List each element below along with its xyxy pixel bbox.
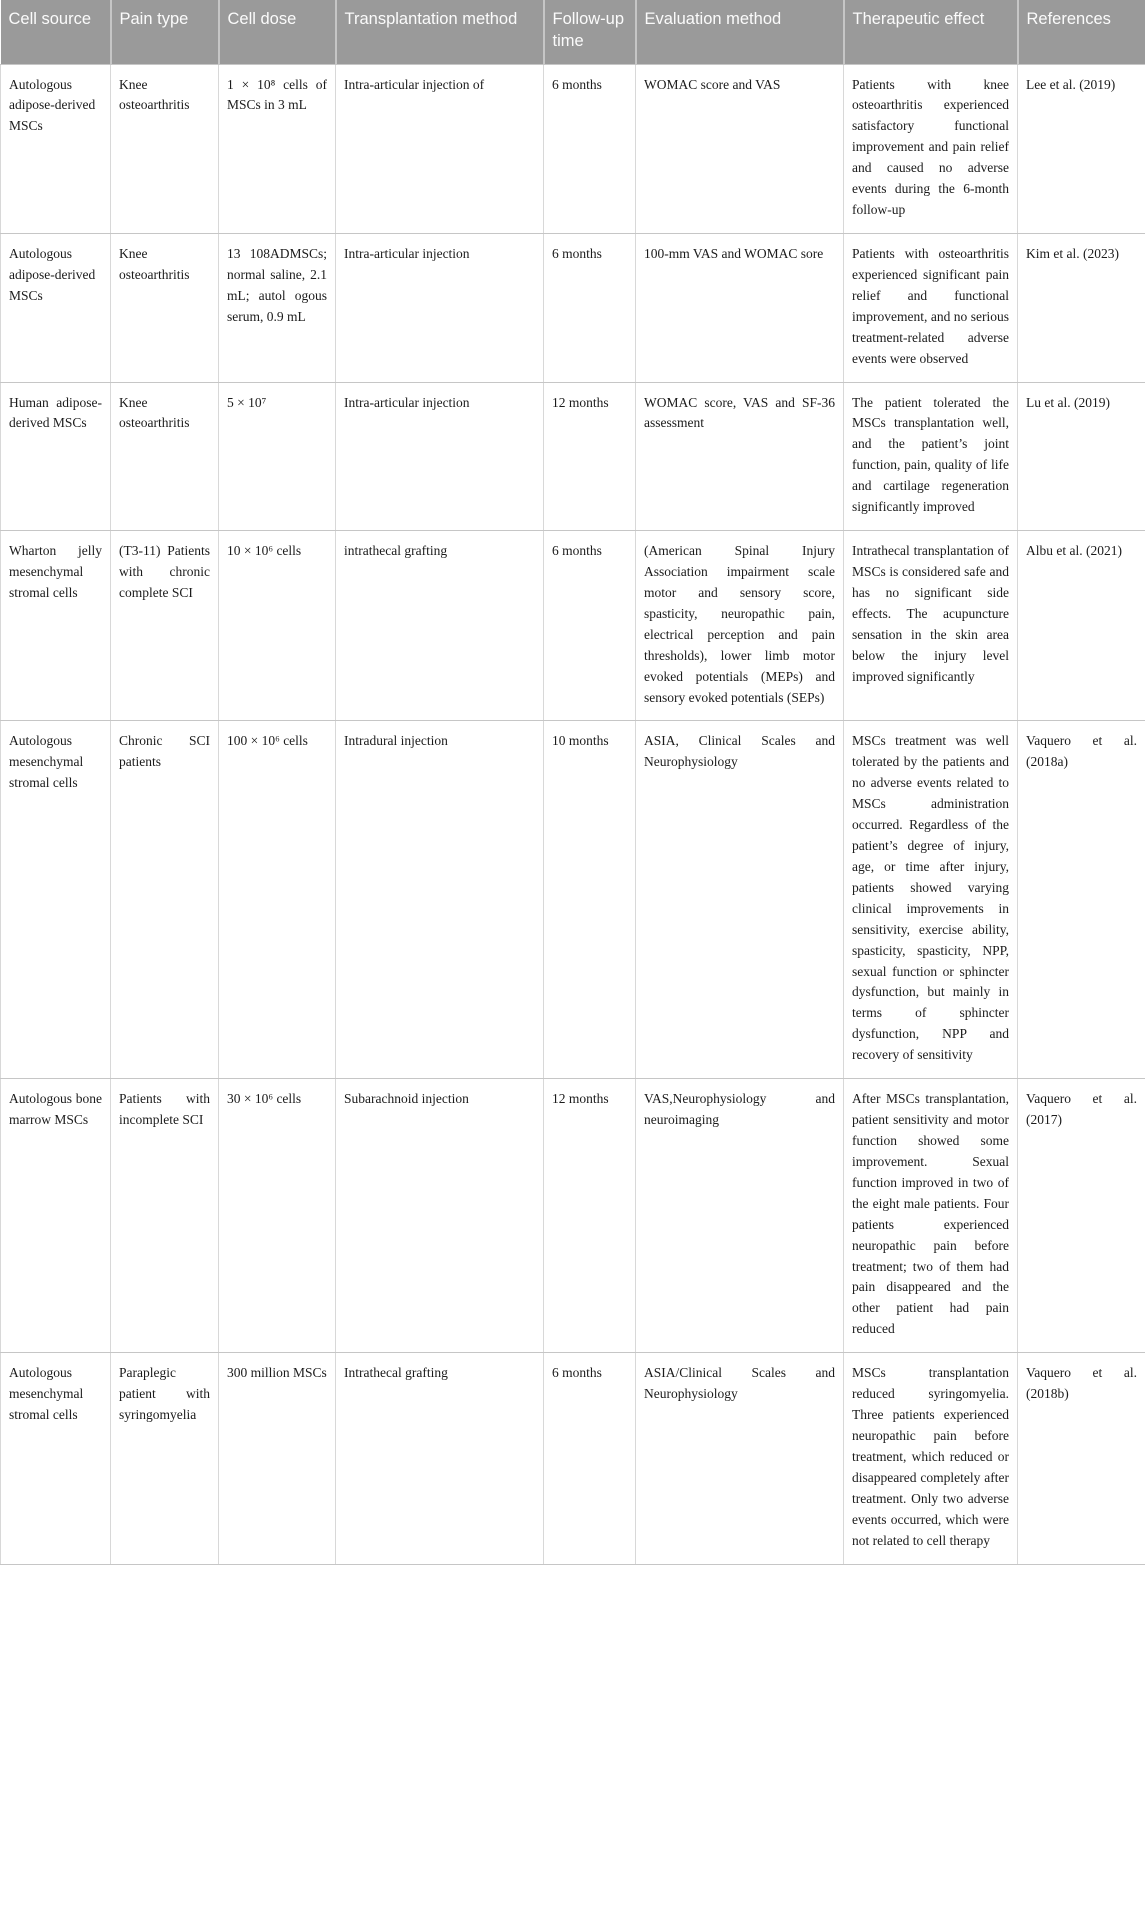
follow-up-time-cell: 12 months [544, 382, 636, 531]
reference-cell: Lee et al. (2019) [1018, 64, 1145, 233]
cell-source-cell: Human adipose-derived MSCs [1, 382, 111, 531]
cell-source-cell: Wharton jelly mesenchymal stromal cells [1, 531, 111, 721]
cell-dose-cell: 10 × 10⁶ cells [219, 531, 336, 721]
follow-up-time-cell: 6 months [544, 531, 636, 721]
column-header-therapeutic-effect: Therapeutic effect [844, 0, 1018, 64]
reference-cell: Vaquero et al. (2017) [1018, 1079, 1145, 1353]
cell-dose-cell: 100 × 10⁶ cells [219, 721, 336, 1079]
column-header-cell-source: Cell source [1, 0, 111, 64]
table-row [1, 721, 1145, 1079]
evaluation-method-cell: VAS,Neurophysiology and neuroimaging [636, 1079, 844, 1353]
therapeutic-effect-cell: Patients with knee osteoarthritis experienced satisfactory functional improvement and pain relief and caused no adverse events during the 6-month follow-up [844, 64, 1018, 233]
evaluation-method-cell: WOMAC score and VAS [636, 64, 844, 233]
evaluation-method-cell: 100-mm VAS and WOMAC sore [636, 233, 844, 382]
pain-type-cell: Patients with incomplete SCI [111, 1079, 219, 1353]
transplantation-method-cell: Intra-articular injection [336, 382, 544, 531]
pain-type-cell: Knee osteoarthritis [111, 233, 219, 382]
table-row [1, 64, 1145, 233]
column-header-follow-up-time: Follow-up time [544, 0, 636, 64]
follow-up-time-cell: 10 months [544, 721, 636, 1079]
column-header-evaluation-method: Evaluation method [636, 0, 844, 64]
pain-type-cell: Knee osteoarthritis [111, 382, 219, 531]
pain-type-cell: Paraplegic patient with syringomyelia [111, 1353, 219, 1564]
evaluation-method-cell: (American Spinal Injury Association impairment scale motor and sensory score, spasticity, neuropathic pain, electrical perception and pain thresholds), lower limb motor evoked potentials (MEPs) and sensory evoked potentials (SEPs) [636, 531, 844, 721]
pain-type-cell: Chronic SCI patients [111, 721, 219, 1079]
table-row [1, 382, 1145, 531]
column-header-transplantation-method: Transplantation method [336, 0, 544, 64]
follow-up-time-cell: 6 months [544, 64, 636, 233]
evaluation-method-cell: WOMAC score, VAS and SF-36 assessment [636, 382, 844, 531]
table-header [1, 0, 1145, 64]
table-body [1, 64, 1145, 1564]
cell-source-cell: Autologous adipose-derived MSCs [1, 64, 111, 233]
therapeutic-effect-cell: MSCs transplantation reduced syringomyelia. Three patients experienced neuropathic pain before treatment, which reduced or disappeared completely after treatment. Only two adverse events occurred, which were not related to cell therapy [844, 1353, 1018, 1564]
cell-dose-cell: 30 × 10⁶ cells [219, 1079, 336, 1353]
therapeutic-effect-cell: After MSCs transplantation, patient sensitivity and motor function showed some improvement. Sexual function improved in two of the eight male patients. Four patients experienced neuropathic pain before treatment; two of them had pain disappeared and the other patient had pain reduced [844, 1079, 1018, 1353]
cell-source-cell: Autologous bone marrow MSCs [1, 1079, 111, 1353]
transplantation-method-cell: intrathecal grafting [336, 531, 544, 721]
reference-cell: Vaquero et al. (2018a) [1018, 721, 1145, 1079]
column-header-references: References [1018, 0, 1145, 64]
table-row [1, 531, 1145, 721]
therapeutic-effect-cell: MSCs treatment was well tolerated by the patients and no adverse events related to MSCs administration occurred. Regardless of the patient’s degree of injury, age, or time after injury, patients showed varying clinical improvements in sensitivity, exercise ability, spasticity, spasticity, NPP, sexual function or sphincter dysfunction, but mainly in terms of sphincter dysfunction, NPP and recovery of sensitivity [844, 721, 1018, 1079]
reference-cell: Vaquero et al. (2018b) [1018, 1353, 1145, 1564]
follow-up-time-cell: 6 months [544, 233, 636, 382]
column-header-cell-dose: Cell dose [219, 0, 336, 64]
follow-up-time-cell: 6 months [544, 1353, 636, 1564]
cell-dose-cell: 5 × 10⁷ [219, 382, 336, 531]
cell-source-cell: Autologous mesenchymal stromal cells [1, 1353, 111, 1564]
pain-type-cell: (T3-11) Patients with chronic complete SCI [111, 531, 219, 721]
table-row [1, 1079, 1145, 1353]
cell-source-cell: Autologous mesenchymal stromal cells [1, 721, 111, 1079]
evaluation-method-cell: ASIA, Clinical Scales and Neurophysiology [636, 721, 844, 1079]
reference-cell: Lu et al. (2019) [1018, 382, 1145, 531]
transplantation-method-cell: Intradural injection [336, 721, 544, 1079]
therapeutic-effect-cell: Patients with osteoarthritis experienced significant pain relief and functional improvement, and no serious treatment-related adverse events were observed [844, 233, 1018, 382]
reference-cell: Kim et al. (2023) [1018, 233, 1145, 382]
cell-dose-cell: 13 108ADMSCs; normal saline, 2.1 mL; autol ogous serum, 0.9 mL [219, 233, 336, 382]
transplantation-method-cell: Intra-articular injection of [336, 64, 544, 233]
pain-type-cell: Knee osteoarthritis [111, 64, 219, 233]
table-row [1, 233, 1145, 382]
cell-dose-cell: 1 × 10⁸ cells of MSCs in 3 mL [219, 64, 336, 233]
reference-cell: Albu et al. (2021) [1018, 531, 1145, 721]
cell-dose-cell: 300 million MSCs [219, 1353, 336, 1564]
table-row [1, 1353, 1145, 1564]
transplantation-method-cell: Subarachnoid injection [336, 1079, 544, 1353]
header-row [1, 0, 1145, 64]
cell-source-cell: Autologous adipose-derived MSCs [1, 233, 111, 382]
evaluation-method-cell: ASIA/Clinical Scales and Neurophysiology [636, 1353, 844, 1564]
transplantation-method-cell: Intrathecal grafting [336, 1353, 544, 1564]
therapeutic-effect-cell: Intrathecal transplantation of MSCs is considered safe and has no significant side effects. The acupuncture sensation in the skin area below the injury level improved significantly [844, 531, 1018, 721]
transplantation-method-cell: Intra-articular injection [336, 233, 544, 382]
follow-up-time-cell: 12 months [544, 1079, 636, 1353]
therapeutic-effect-cell: The patient tolerated the MSCs transplantation well, and the patient’s joint function, pain, quality of life and cartilage regeneration significantly improved [844, 382, 1018, 531]
column-header-pain-type: Pain type [111, 0, 219, 64]
